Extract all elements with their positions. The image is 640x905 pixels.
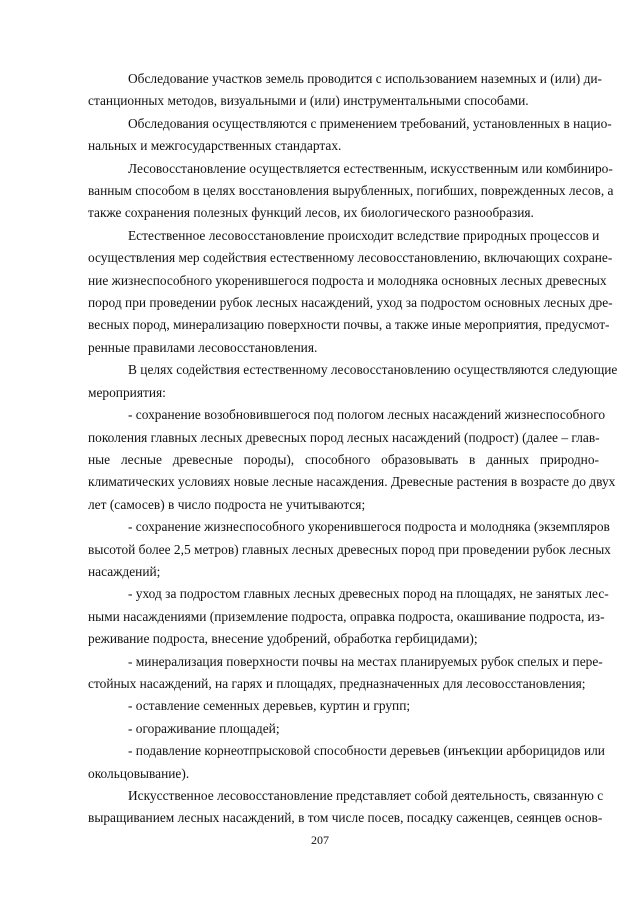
list-item (88, 651, 603, 696)
list-item (88, 718, 599, 740)
text-line: поколения главных лесных древесных пород лесных насаждений (подрост) (далее – глав- (88, 429, 600, 445)
text-line: высотой более 2,5 метров) главных лесных древесных пород при проведении рубок лесных (88, 541, 611, 557)
list-item (88, 740, 605, 785)
text-line: - оставление семенных деревьев, куртин и групп; (128, 698, 411, 714)
text-line: Обследование участков земель проводится с использованием наземных и (или) ди- (128, 71, 603, 86)
text-line: выращиванием лесных насаждений, в том числе посев, посадку саженцев, сеянцев основ- (88, 810, 603, 826)
text-line: весных пород, минерализацию поверхности почвы, а также иные мероприятия, предусмот- (88, 317, 610, 333)
list-item (88, 583, 609, 650)
paragraph (88, 785, 604, 830)
text-line: - минерализация поверхности почвы на местах планируемых рубок спелых и пере- (128, 653, 603, 669)
text-line: осуществления мер содействия естественному лесовосстановлению, включающих сохране- (88, 250, 613, 266)
text-line: стойных насаждений, на гарях и площадях, предназначенных для лесовосстановления; (88, 675, 586, 691)
text-line: ными насаждениями (приземление подроста, оправка подроста, окашивание подроста, из- (88, 608, 605, 624)
text-line: - подавление корнеотпрысковой способности деревьев (инъекции арборицидов или (128, 743, 605, 759)
text-line: также сохранения полезных функций лесов, их биологического разнообразия. (88, 205, 534, 221)
text-line: ванным способом в целях восстановления вырубленных, погибших, поврежденных лесов, а (88, 183, 614, 199)
text-line: реживание подроста, внесение удобрений, обработка гербицидами); (88, 631, 478, 647)
paragraph (88, 68, 603, 113)
text-line: нальных и межгосударственных стандартах. (88, 138, 342, 154)
text-line: ние жизнеспособного укоренившегося подроста и молодняка основных лесных древесных (88, 272, 607, 288)
text-line: Обследования осуществляются с применением требований, установленных в нацио- (128, 115, 612, 131)
text-line: пород при проведении рубок лесных насаждений, уход за подростом основных лесных дре- (88, 295, 613, 311)
text-line: лет (самосев) в число подроста не учитываются; (88, 496, 366, 512)
text-line: насаждений; (88, 563, 161, 579)
text-line: - сохранение жизнеспособного укоренившегося подроста и молодняка (экземпляров (128, 519, 610, 535)
body-text (88, 68, 618, 830)
list-item (88, 516, 611, 583)
text-line: - уход за подростом главных лесных древесных пород на площадях, не занятых лес- (128, 586, 609, 602)
text-line: мероприятия: (88, 384, 166, 400)
text-line: ные лесные древесные породы), способного образовывать в данных природно- (88, 451, 599, 467)
text-line: станционных методов, визуальными и (или) инструментальными способами. (88, 93, 529, 109)
text-line: ренные правилами лесовосстановления. (88, 339, 318, 355)
text-line: Лесовосстановление осуществляется естественным, искусственным или комбиниро- (128, 160, 613, 176)
text-line: Естественное лесовосстановление происходит вследствие природных процессов и (128, 227, 600, 243)
paragraph (88, 158, 614, 225)
text-line: - огораживание площадей; (128, 720, 280, 736)
list-item (88, 404, 616, 516)
paragraph (88, 359, 618, 404)
text-line: Искусственное лесовосстановление представляет собой деятельность, связанную с (128, 788, 604, 803)
page-number: 207 (311, 833, 329, 847)
text-line: климатических условиях новые лесные насаждения. Древесные растения в возрасте до двух (88, 474, 616, 490)
text-line: В целях содействия естественному лесовосстановлению осуществляются следующие (128, 362, 618, 378)
text-line: окольцовывание). (88, 765, 190, 781)
paragraph (88, 225, 613, 359)
list-item (88, 695, 599, 717)
text-line: - сохранение возобновившегося под пологом лесных насаждений жизнеспособного (128, 407, 606, 423)
paragraph (88, 113, 612, 158)
